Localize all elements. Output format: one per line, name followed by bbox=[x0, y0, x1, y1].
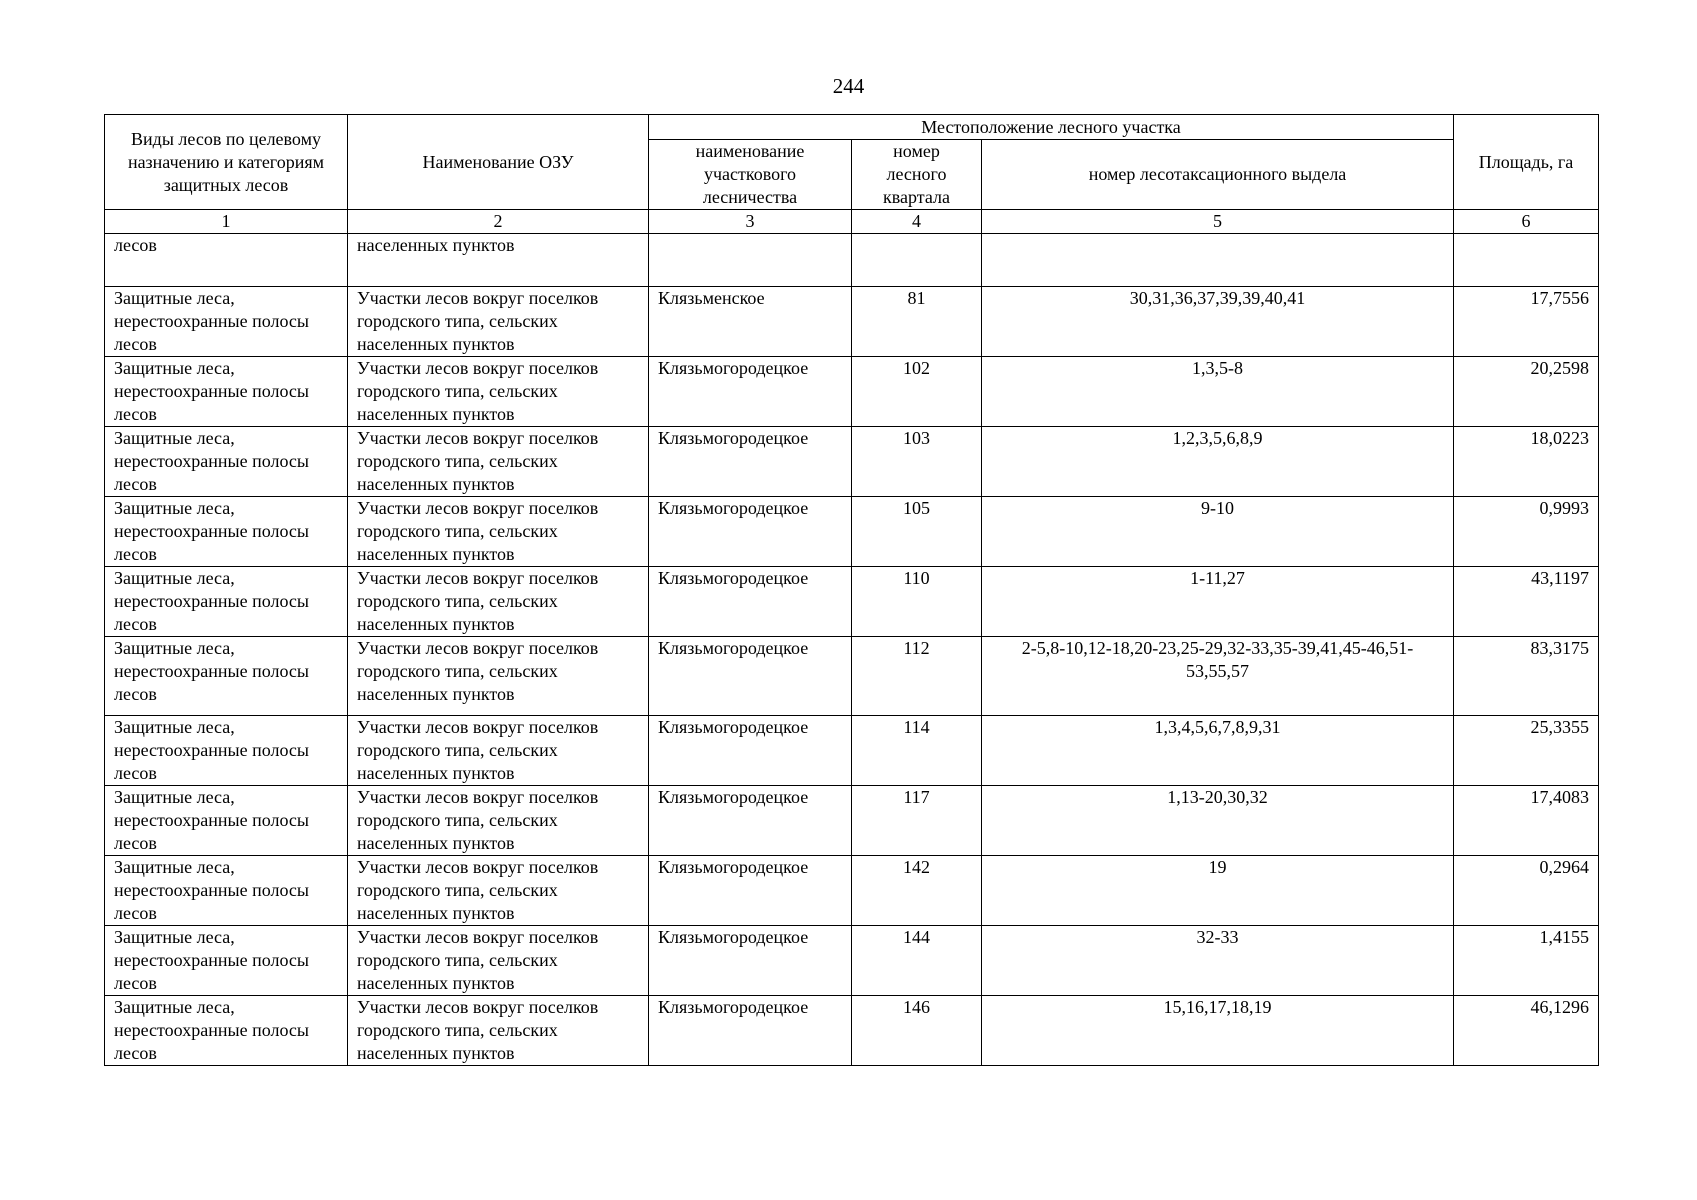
table-row bbox=[105, 427, 1599, 497]
cell-quarter: 102 bbox=[852, 357, 982, 427]
cell-allotment: 1,2,3,5,6,8,9 bbox=[982, 427, 1454, 497]
cell-quarter: 146 bbox=[852, 996, 982, 1066]
cell-ozu-name: Участки лесов вокруг поселков городского типа, сельских населенных пунктов bbox=[348, 926, 649, 996]
cell-area: 18,0223 bbox=[1454, 427, 1599, 497]
table-row bbox=[105, 287, 1599, 357]
cell-forestry: Клязьмогородецкое bbox=[649, 856, 852, 926]
cell-area: 1,4155 bbox=[1454, 926, 1599, 996]
cell-ozu-name: Участки лесов вокруг поселков городского типа, сельских населенных пунктов bbox=[348, 786, 649, 856]
cell-ozu-name: населенных пунктов bbox=[348, 234, 649, 287]
cell-allotment bbox=[982, 234, 1454, 287]
cell-forestry: Клязьмогородецкое bbox=[649, 926, 852, 996]
column-number: 1 bbox=[105, 210, 348, 234]
cell-area: 43,1197 bbox=[1454, 567, 1599, 637]
cell-forest-type: Защитные леса, нерестоохранные полосы лесов bbox=[105, 996, 348, 1066]
cell-area: 25,3355 bbox=[1454, 716, 1599, 786]
cell-allotment: 30,31,36,37,39,39,40,41 bbox=[982, 287, 1454, 357]
cell-forestry: Клязьмогородецкое bbox=[649, 996, 852, 1066]
cell-forestry: Клязьмогородецкое bbox=[649, 497, 852, 567]
cell-forest-type: лесов bbox=[105, 234, 348, 287]
table-row bbox=[105, 637, 1599, 716]
cell-forestry: Клязьмогородецкое bbox=[649, 427, 852, 497]
cell-forest-type: Защитные леса, нерестоохранные полосы лесов bbox=[105, 287, 348, 357]
cell-forest-type: Защитные леса, нерестоохранные полосы лесов bbox=[105, 427, 348, 497]
cell-allotment: 2-5,8-10,12-18,20-23,25-29,32-33,35-39,41,45-46,51-53,55,57 bbox=[982, 637, 1454, 716]
cell-area bbox=[1454, 234, 1599, 287]
cell-allotment: 1,3,4,5,6,7,8,9,31 bbox=[982, 716, 1454, 786]
table-row bbox=[105, 856, 1599, 926]
cell-area: 0,2964 bbox=[1454, 856, 1599, 926]
header-forestry: наименование участкового лесничества bbox=[649, 140, 852, 210]
cell-forest-type: Защитные леса, нерестоохранные полосы лесов bbox=[105, 497, 348, 567]
page-number: 244 bbox=[832, 74, 865, 98]
continuation-row bbox=[105, 234, 1599, 287]
cell-ozu-name: Участки лесов вокруг поселков городского типа, сельских населенных пунктов bbox=[348, 856, 649, 926]
cell-quarter bbox=[852, 234, 982, 287]
cell-allotment: 1,3,5-8 bbox=[982, 357, 1454, 427]
header-ozu-name: Наименование ОЗУ bbox=[348, 115, 649, 210]
column-number: 3 bbox=[649, 210, 852, 234]
header-allotment: номер лесотаксационного выдела bbox=[982, 140, 1454, 210]
table-row bbox=[105, 567, 1599, 637]
cell-ozu-name: Участки лесов вокруг поселков городского типа, сельских населенных пунктов bbox=[348, 996, 649, 1066]
cell-forest-type: Защитные леса, нерестоохранные полосы лесов bbox=[105, 856, 348, 926]
cell-forestry: Клязьмогородецкое bbox=[649, 357, 852, 427]
cell-allotment: 32-33 bbox=[982, 926, 1454, 996]
cell-quarter: 114 bbox=[852, 716, 982, 786]
cell-quarter: 117 bbox=[852, 786, 982, 856]
cell-area: 0,9993 bbox=[1454, 497, 1599, 567]
cell-quarter: 103 bbox=[852, 427, 982, 497]
cell-quarter: 110 bbox=[852, 567, 982, 637]
cell-allotment: 19 bbox=[982, 856, 1454, 926]
table-body bbox=[105, 234, 1599, 1066]
cell-area: 83,3175 bbox=[1454, 637, 1599, 716]
cell-forest-type: Защитные леса, нерестоохранные полосы лесов bbox=[105, 567, 348, 637]
cell-forestry: Клязьмогородецкое bbox=[649, 786, 852, 856]
cell-forestry: Клязьменское bbox=[649, 287, 852, 357]
cell-ozu-name: Участки лесов вокруг поселков городского типа, сельских населенных пунктов bbox=[348, 637, 649, 716]
cell-area: 46,1296 bbox=[1454, 996, 1599, 1066]
column-number: 2 bbox=[348, 210, 649, 234]
cell-ozu-name: Участки лесов вокруг поселков городского типа, сельских населенных пунктов bbox=[348, 287, 649, 357]
cell-ozu-name: Участки лесов вокруг поселков городского типа, сельских населенных пунктов bbox=[348, 567, 649, 637]
header-area: Площадь, га bbox=[1454, 115, 1599, 210]
column-number: 5 bbox=[982, 210, 1454, 234]
cell-forest-type: Защитные леса, нерестоохранные полосы лесов bbox=[105, 786, 348, 856]
cell-ozu-name: Участки лесов вокруг поселков городского типа, сельских населенных пунктов bbox=[348, 497, 649, 567]
cell-forest-type: Защитные леса, нерестоохранные полосы лесов bbox=[105, 716, 348, 786]
cell-forest-type: Защитные леса, нерестоохранные полосы лесов bbox=[105, 357, 348, 427]
cell-forestry: Клязьмогородецкое bbox=[649, 716, 852, 786]
cell-forestry bbox=[649, 234, 852, 287]
header-location-group: Местоположение лесного участка bbox=[649, 115, 1454, 140]
header-quarter: номер лесного квартала bbox=[852, 140, 982, 210]
table-row bbox=[105, 786, 1599, 856]
cell-ozu-name: Участки лесов вокруг поселков городского типа, сельских населенных пунктов bbox=[348, 357, 649, 427]
column-number: 4 bbox=[852, 210, 982, 234]
cell-allotment: 1-11,27 bbox=[982, 567, 1454, 637]
table-row bbox=[105, 357, 1599, 427]
cell-quarter: 81 bbox=[852, 287, 982, 357]
cell-forest-type: Защитные леса, нерестоохранные полосы лесов bbox=[105, 926, 348, 996]
cell-quarter: 112 bbox=[852, 637, 982, 716]
table-row bbox=[105, 497, 1599, 567]
table-header bbox=[105, 115, 1599, 234]
cell-ozu-name: Участки лесов вокруг поселков городского типа, сельских населенных пунктов bbox=[348, 427, 649, 497]
cell-area: 17,7556 bbox=[1454, 287, 1599, 357]
table-row bbox=[105, 996, 1599, 1066]
cell-area: 17,4083 bbox=[1454, 786, 1599, 856]
header-forest-type: Виды лесов по целевому назначению и категориям защитных лесов bbox=[105, 115, 348, 210]
cell-forestry: Клязьмогородецкое bbox=[649, 637, 852, 716]
cell-allotment: 9-10 bbox=[982, 497, 1454, 567]
cell-forest-type: Защитные леса, нерестоохранные полосы лесов bbox=[105, 637, 348, 716]
cell-allotment: 15,16,17,18,19 bbox=[982, 996, 1454, 1066]
cell-quarter: 142 bbox=[852, 856, 982, 926]
cell-quarter: 105 bbox=[852, 497, 982, 567]
column-number: 6 bbox=[1454, 210, 1599, 234]
cell-area: 20,2598 bbox=[1454, 357, 1599, 427]
column-numbers-row bbox=[105, 210, 1599, 234]
cell-ozu-name: Участки лесов вокруг поселков городского типа, сельских населенных пунктов bbox=[348, 716, 649, 786]
forest-plots-table bbox=[104, 114, 1599, 1066]
cell-quarter: 144 bbox=[852, 926, 982, 996]
table-row bbox=[105, 926, 1599, 996]
table-row bbox=[105, 716, 1599, 786]
cell-forestry: Клязьмогородецкое bbox=[649, 567, 852, 637]
cell-allotment: 1,13-20,30,32 bbox=[982, 786, 1454, 856]
